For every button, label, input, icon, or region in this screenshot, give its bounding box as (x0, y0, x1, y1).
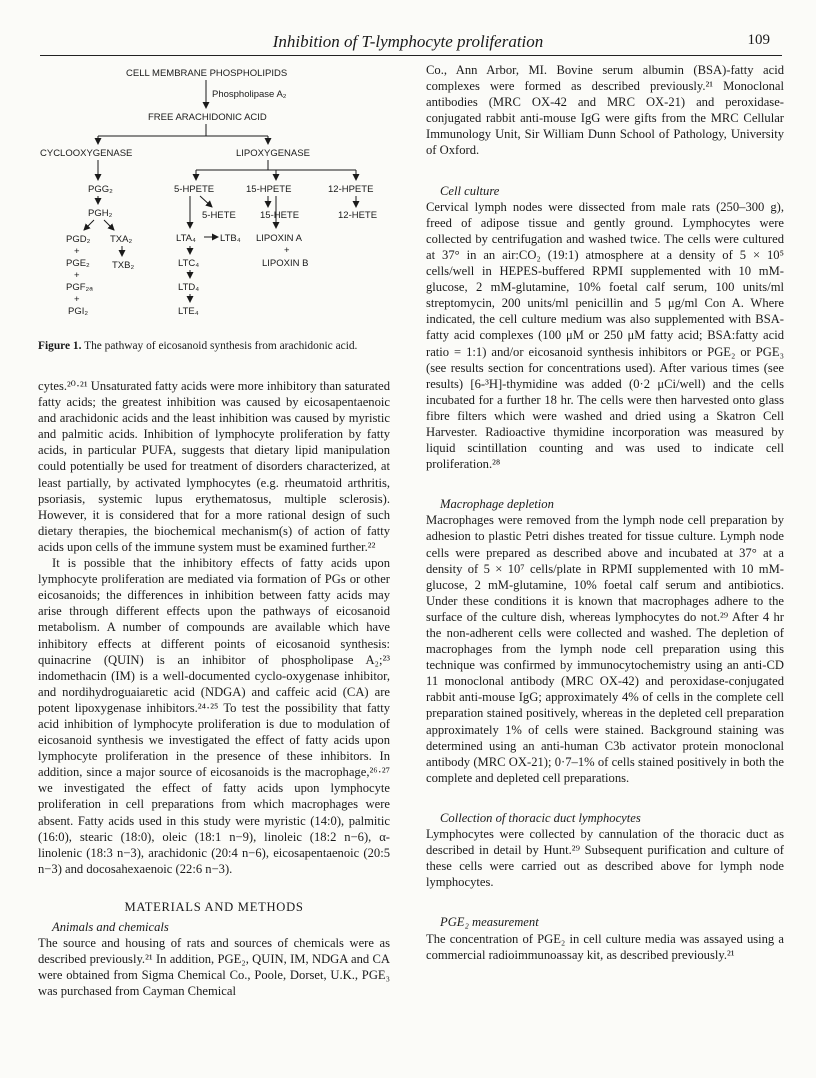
label-lox: LIPOXYGENASE (236, 148, 310, 159)
label-15hete: 15-HETE (260, 210, 300, 221)
label-lipoxin-a: LIPOXIN A (256, 233, 302, 244)
label-5hpete: 5-HPETE (174, 184, 215, 195)
label-plus-2: + (74, 270, 80, 281)
page-number: 109 (747, 32, 770, 48)
label-12hete: 12-HETE (338, 210, 378, 221)
pge2-paragraph: The concentration of PGE₂ in cell culture media was assayed using a commercial radioimmunoassay kit, as described previously.²¹ (426, 931, 784, 962)
label-15hpete: 15-HPETE (246, 184, 292, 195)
label-plus-4: + (284, 245, 290, 256)
label-txb2: TXB₂ (112, 260, 135, 271)
label-lta4: LTA₄ (176, 233, 196, 244)
label-cox: CYCLOOXYGENASE (40, 148, 133, 159)
label-txa2: TXA₂ (110, 234, 133, 245)
cell-culture-paragraph: Cervical lymph nodes were dissected from male rats (250–300 g), freed of adipose tissue and gently ground. Lymphocytes were collected by centrifugation and washed twice. The cells were cultured at 37° in an air:CO₂ (19:1) atmosphere at a density of 5 × 10⁵ cells/well in HEPES-buffered RPMI supplemented with 10 mM-glucose, 2 mM-glutamine, 10% foetal calf serum, 100 units/ml streptomycin, 200 units/ml penicillin and 5 μg/ml Con A. Where indicated, the cell culture medium was also supplemented with BSA-fatty acid complexes (100 μM or 250 μM fatty acid; BSA:fatty acid ratio = 1:1) and/or eicosanoid synthesis inhibitors or PGE₂ or PGE₃ (see results section for concentrations used). After various times (see results) [6-³H]-thymidine was added (0·2 μCi/well) and the cells incubated for a further 18 hr. The cells were then harvested onto glass fibre filters which were washed and dried using a Skatron Cell Harvester. Radioactive thymidine incorporation was measured by liquid scintillation counting and was used to indicate cell proliferation.²⁸ (426, 199, 784, 472)
label-ltc4: LTC₄ (178, 258, 200, 269)
subheading-animals: Animals and chemicals (52, 920, 169, 934)
figure-caption (38, 339, 390, 353)
right-intro-paragraph: Co., Ann Arbor, MI. Bovine serum albumin (BSA)-fatty acid complexes were formed as described previously.²¹ Monoclonal antibodies (MRC OX-42 and MRC OX-21) and peroxidase-conjugated rabbit anti-mouse IgG were gifts from the MRC Cellular Immunology Unit, Sir William Dunn School of Pathology, University of Oxford. (426, 63, 784, 158)
running-title: Inhibition of T-lymphocyte proliferation (272, 32, 544, 51)
arrow-5hpete-to-5hete (200, 196, 212, 207)
left-column (38, 378, 390, 999)
label-lte4: LTE₄ (178, 306, 199, 317)
label-pgf2a: PGF₂ₐ (66, 282, 93, 293)
arrow-pgh2-to-txa2 (104, 220, 114, 230)
label-ltd4: LTD₄ (178, 282, 200, 293)
label-5hete: 5-HETE (202, 210, 236, 221)
intro-paragraph-1: cytes.²⁰·²¹ Unsaturated fatty acids were more inhibitory than saturated fatty acids; the greatest inhibition was caused by eicosapentaenoic and arachidonic acids and the least inhibition was caused by myristic and palmitic acids. Inhibition of lymphocyte proliferation by fatty acids, in particular PUFA, suggests that dietary lipid manipulation could potentially be used for treatment of disorders characterized, at least partially, by activated lymphocytes (e.g. rheumatoid arthritis, psoriasis, systemic lupus erythematosus, multiple sclerosis). However, it is considered that for a more rational design of such dietary therapies, the biochemical mechanism(s) of action of fatty acids upon cells of the immune system must be examined further.²² (38, 379, 390, 554)
label-phospholipase: Phospholipase A₂ (212, 89, 287, 100)
subheading-cell-culture: Cell culture (440, 183, 500, 198)
right-column (426, 62, 784, 963)
label-ltb4: LTB₄ (220, 233, 241, 244)
header-rule (40, 55, 782, 56)
label-plus-1: + (74, 246, 80, 257)
label-pgd2: PGD₂ (66, 234, 91, 245)
label-pge2: PGE₂ (66, 258, 90, 269)
intro-paragraph-2: It is possible that the inhibitory effects of fatty acids upon lymphocyte proliferation are mediated via formation of PGs or other eicosanoids; the differences in inhibition between fatty acids may arise through different effects upon the pathways of eicosanoid metabolism. A number of compounds are available which have inhibitory effects at different points of eicosanoid synthesis: quinacrine (QUIN) is an inhibitor of phospholipase A₂;²³ indomethacin (IM) is a well-documented cyclo-oxygenase inhibitor, and nordihydroguaiaretic acid (NDGA) and caffeic acid (CA) are potent lipoxygenase inhibitors.²⁴·²⁵ To test the possibility that fatty acid inhibition of lymphocyte proliferation is due to modulation of eicosanoid synthesis we investigated the effect of fatty acids upon lymphocyte proliferation in the presence of these inhibitors. In addition, since a major source of eicosanoids is the macrophage,²⁶·²⁷ we investigated the effect of fatty acids upon lymphocyte proliferation in cell preparations from which macrophages were absent. Fatty acids used in this study were myristic (14:0), palmitic (16:0), stearic (18:0), oleic (18:1 n−9), linoleic (18:2 n−6), α-linolenic (18:3 n−3), arachidonic (20:4 n−6), eicosapentaenoic (20:5 n−3) and docosahexaenoic (22:6 n−3). (38, 556, 390, 876)
label-pgg2: PGG₂ (88, 184, 113, 195)
label-12hpete: 12-HPETE (328, 184, 374, 195)
pathway-svg (38, 62, 390, 332)
macrophage-paragraph: Macrophages were removed from the lymph node cell preparation by adhesion to plastic Petri dishes treated for tissue culture. Lymph node cells were prepared as described above and incubated at 37° at a density of 5 × 10⁷ cells/plate in RPMI supplemented with 10 mM-glucose, 2 mM-glutamine, 10% foetal calf serum and antibiotics. Under these conditions it is known that macrophages adhere to the surface of the culture dish, whereas lymphocytes do not.²⁹ After 4 hr the non-adherent cells were collected and washed. The depletion of macrophages from the lymph node cell preparation using this technique was confirmed by immunocytochemistry using an anti-CD 11 monoclonal antibody (MRC OX-42) and peroxidase-conjugated rabbit anti-mouse IgG; approximately 4% of cells in the complete cell preparation stained positively, whereas in the depleted cell preparation approximately 1% of cells were stained. Background staining was determined using an anti-human C3b activator protein monoclonal antibody (MRC OX-21); 0·7–1% of cells stained positively in both the complete and depleted cell preparations. (426, 513, 784, 785)
subheading-macrophage-depletion: Macrophage depletion (440, 497, 554, 512)
label-plus-3: + (74, 294, 80, 305)
label-pgh2: PGH₂ (88, 208, 113, 219)
figure-caption-label: Figure 1. (38, 340, 82, 352)
figure-1-pathway-diagram (38, 62, 390, 332)
label-lipoxin-b: LIPOXIN B (262, 258, 309, 269)
subheading-pge2-measurement: PGE₂ measurement (440, 915, 539, 930)
label-free-aa: FREE ARACHIDONIC ACID (148, 112, 267, 123)
animals-paragraph: The source and housing of rats and sources of chemicals were as described previously.²¹ In addition, PGE₂, QUIN, IM, NDGA and CA were obtained from Sigma Chemical Co., Poole, Dorset, U.K., PGE₃ was purchased from Cayman Chemical (38, 936, 390, 999)
label-pgi2: PGI₂ (68, 306, 89, 317)
figure-caption-text: The pathway of eicosanoid synthesis from arachidonic acid. (84, 340, 358, 352)
label-membrane: CELL MEMBRANE PHOSPHOLIPIDS (126, 68, 288, 79)
section-heading-methods: MATERIALS AND METHODS (124, 899, 304, 914)
subheading-thoracic-duct: Collection of thoracic duct lymphocytes (440, 810, 641, 825)
arrow-pgh2-to-pgd2 (84, 220, 94, 230)
thoracic-paragraph: Lymphocytes were collected by cannulation of the thoracic duct as described in detail by Hunt.²⁹ Subsequent purification and culture of these cells were carried out as described above for lymph node lymphocytes. (426, 827, 784, 890)
